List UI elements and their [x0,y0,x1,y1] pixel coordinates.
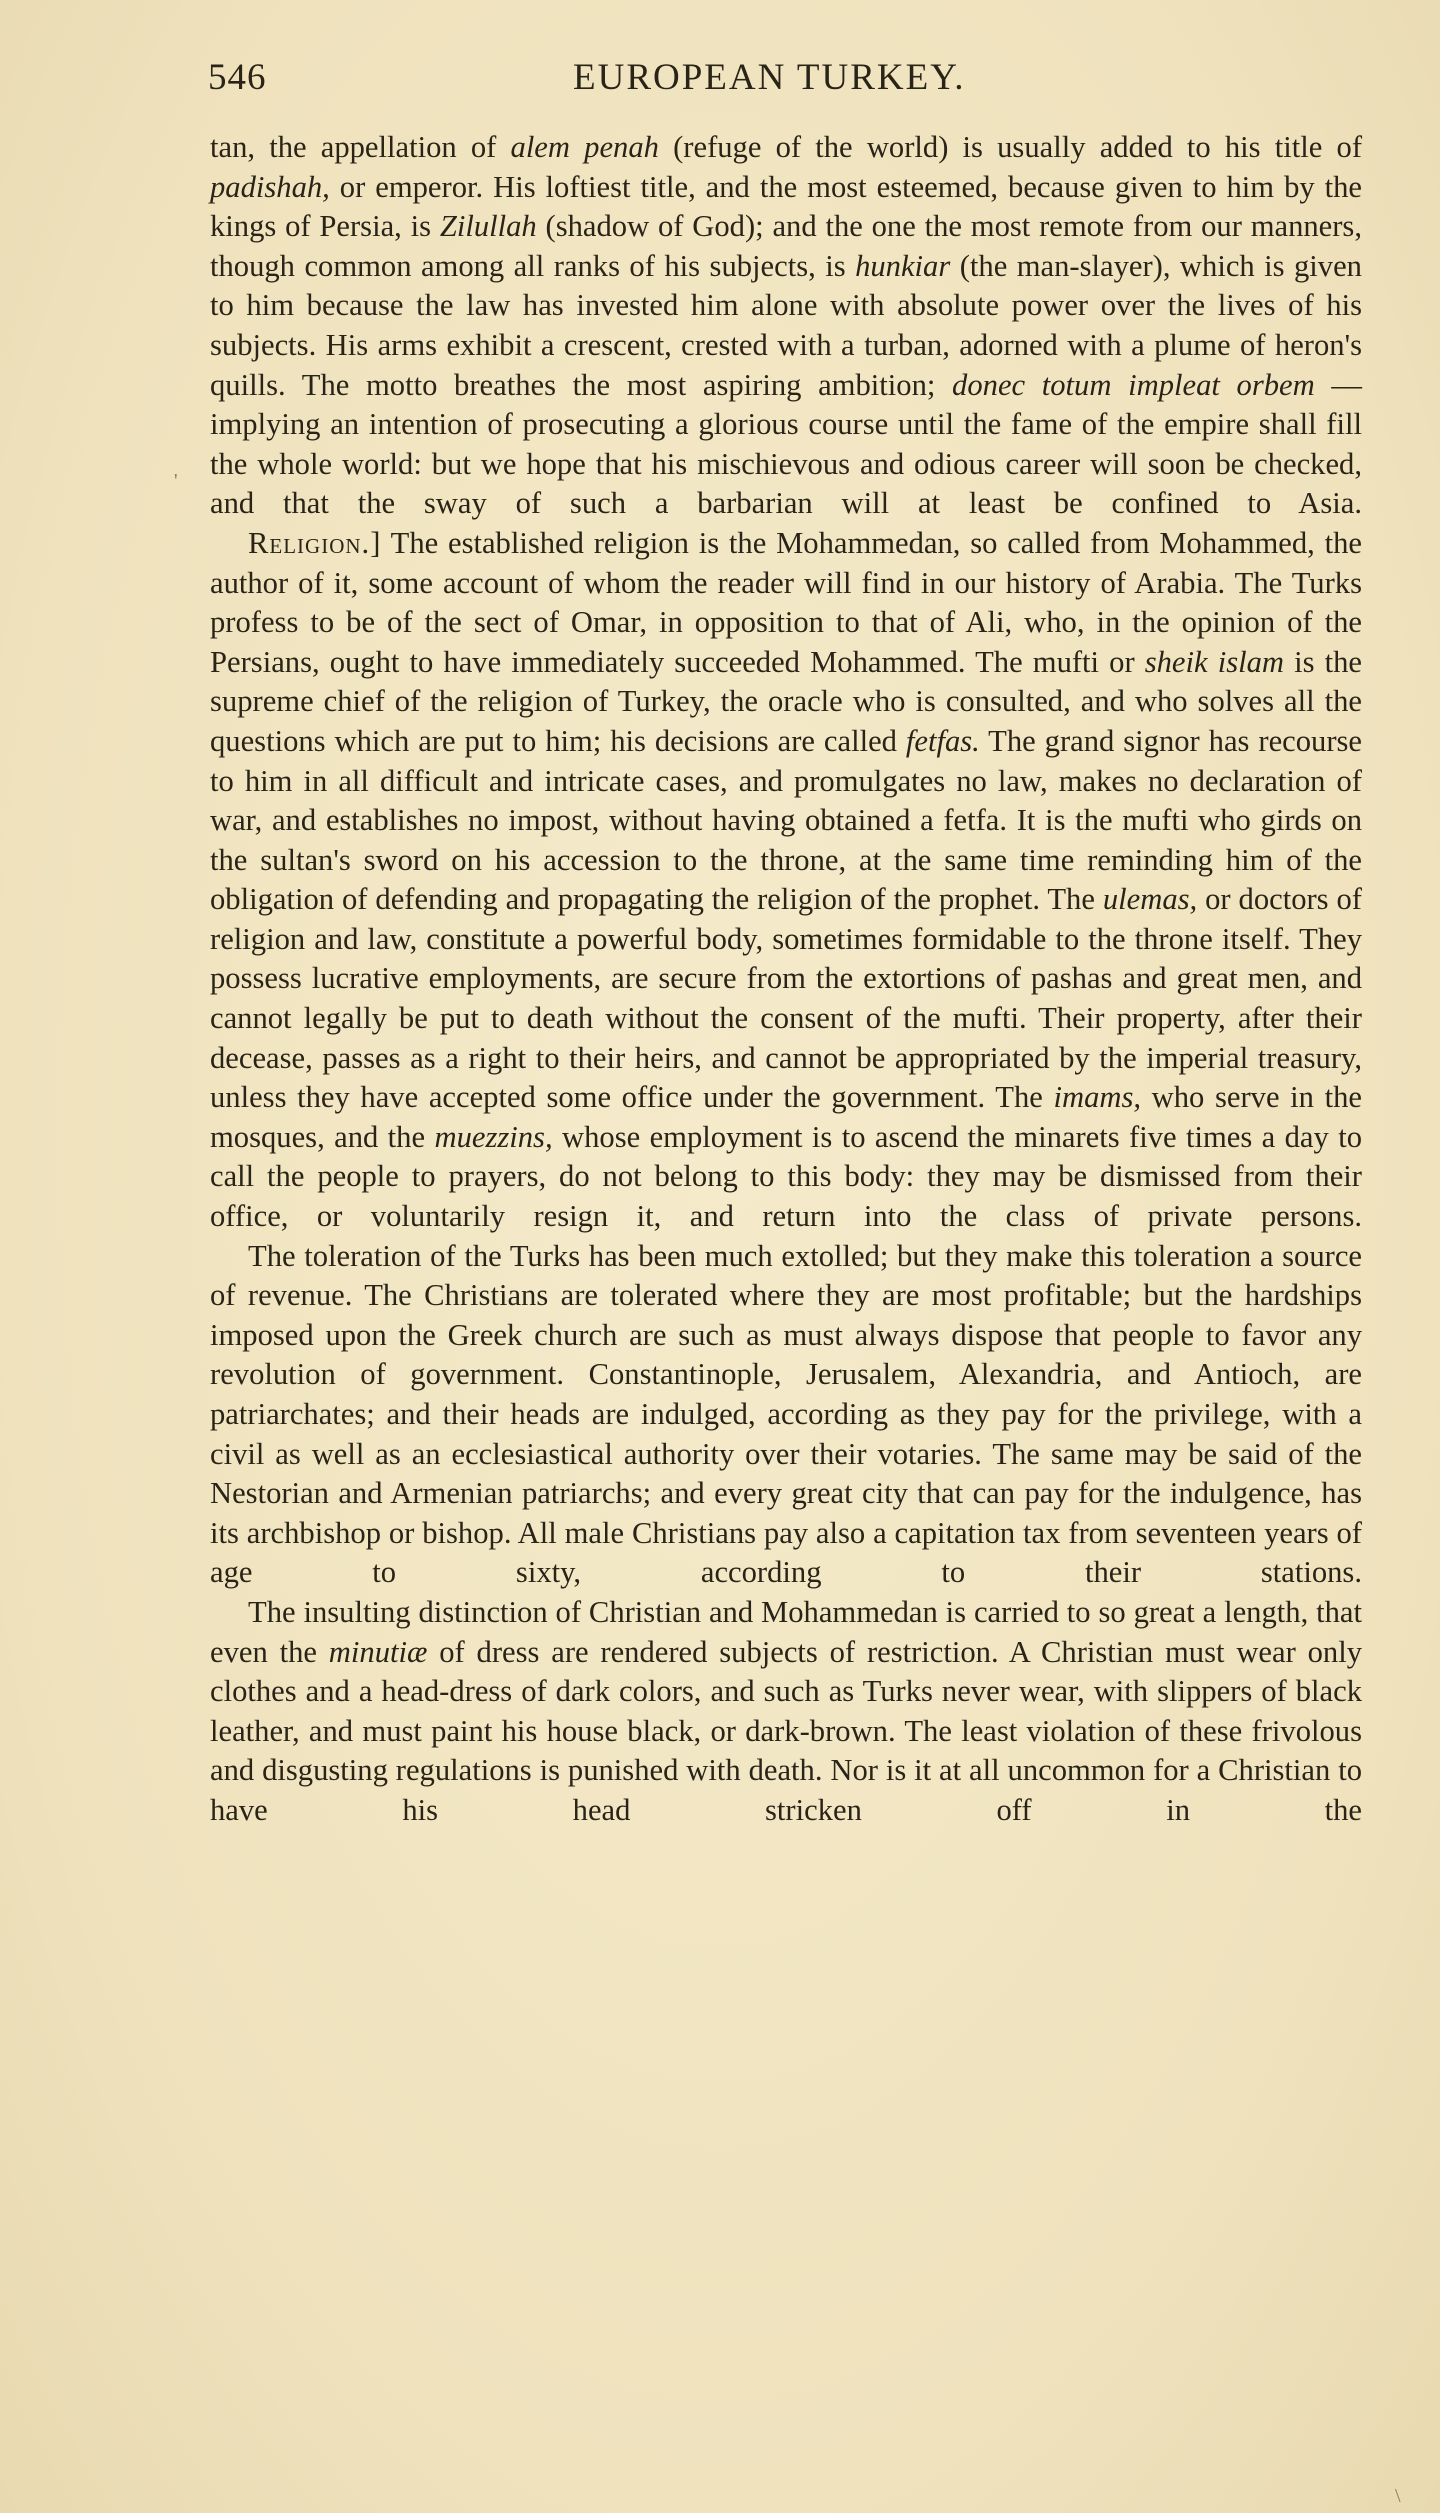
text-run: whose employment is to ascend the minarets five times a day to call the people to prayers, do not belong to this body: they may be dismissed from their office, or voluntarily resign it, and return into the class of private persons. [210,1119,1362,1234]
paragraph-religion [210,524,1362,1237]
text-run: of dress are rendered subjects of restriction. A Christian must wear only clothes and a head-dress of dark colors, and such as Turks never wear, with slippers of black leather, and must paint his house black, or dark-brown. The least violation of these frivolous and disgusting regulations is punished with death. Nor is it at all uncommon for a Christian to have his head stricken off in the [210,1634,1362,1827]
italic-term: padishah, [210,169,330,204]
text-run: (shadow of God); and the one the most remote from our manners, though common among all ranks of his subjects, is [210,209,1362,283]
italic-term: fetfas. [905,723,980,758]
italic-term: minutiæ [328,1634,428,1669]
text-run: (refuge of the world) is usually added to his title of [658,130,1363,164]
italic-term: hunkiar [855,248,951,283]
text-run: The grand signor has recourse to him in all difficult and intricate cases, and promulgates no law, makes no declaration of war, and establishes no impost, without having obtained a fetfa. It is the mufti who girds on the sultan's sword on his accession to the throne, at the same time reminding him of the obligation of defending and propagating the religion of the prophet. The [210,723,1362,917]
italic-term: alem penah [510,130,659,164]
margin-speck: \ [1395,2485,1401,2507]
text-run: The insulting distinction of Christian and Mohammedan is carried to so great a length, that even the [210,1594,1362,1669]
paragraph-toleration [210,1237,1362,1593]
paragraph-distinction [210,1593,1362,1831]
paragraph-sultan-titles [210,128,1362,524]
text-run: or doctors of religion and law, constitute a powerful body, sometimes formidable to the throne itself. They possess lucrative employments, are secure from the extortions of pashas and great men, and cannot legally be put to death without the consent of the mufti. Their property, after their decease, passes as a right to their heirs, and cannot be appropriated by the imperial treasury, unless they have accepted some office under the government. The [210,882,1362,1115]
text-run: The established religion is the Mohammedan, so called from Mohammed, the author of it, some account of whom the reader will find in our history of Arabia. The Turks profess to be of the sect of Omar, in opposition to that of Ali, who, in the opinion of the Persians, ought to have immediately succeeded Mohammed. The mufti or [210,525,1362,679]
text-run: tan, the appellation of [210,130,511,164]
running-head: EUROPEAN TURKEY. [573,57,966,98]
text-run: (the man-slayer), which is given to him because the law has invested him alone with absolute power over the lives of his subjects. His arms exhibit a crescent, crested with a turban, adorned with a plume of heron's quills. The motto breathes the most aspiring ambition; [210,248,1362,402]
margin-speck: ' [174,470,178,492]
page-number: 546 [208,57,267,98]
page-header [208,50,1368,110]
section-heading: Religion.] [248,525,382,560]
italic-term: muezzins, [434,1119,553,1154]
text-run: is the supreme chief of the religion of Turkey, the oracle who is consulted, and who solves all the questions which are put to him; his decisions are called [210,644,1362,758]
text-run: who serve in the mosques, and the [210,1080,1362,1154]
text-run: —implying an intention of prosecuting a glorious course until the fame of the empire shall fill the whole world: but we hope that his mischievous and odious career will soon be checked, and that the sway of such a barbarian will at least be confined to Asia. [210,367,1362,521]
italic-term: ulemas, [1102,882,1198,917]
text-run: or emperor. His loftiest title, and the most esteemed, because given to him by the kings of Persia, is [210,169,1362,244]
italic-term: donec totum impleat orbem [952,367,1315,402]
italic-term: imams, [1053,1080,1142,1115]
italic-term: Zilullah [439,209,537,244]
text-run: The toleration of the Turks has been much extolled; but they make this toleration a source of revenue. The Christians are tolerated where they are most profitable; but the hardships imposed upon the Greek church are such as must always dispose that people to favor any revolution of government. Constantinople, Jerusalem, Alexandria, and Antioch, are patriarchates; and their heads are indulged, according as they pay for the privilege, with a civil as well as an ecclesiastical authority over their votaries. The same may be said of the Nestorian and Armenian patriarchs; and every great city that can pay for the indulgence, has its archbishop or bishop. All male Christians pay also a capitation tax from seventeen years of age to sixty, according to their stations. [210,1238,1362,1590]
body-text [210,128,1362,1831]
italic-term: sheik islam [1144,644,1284,679]
